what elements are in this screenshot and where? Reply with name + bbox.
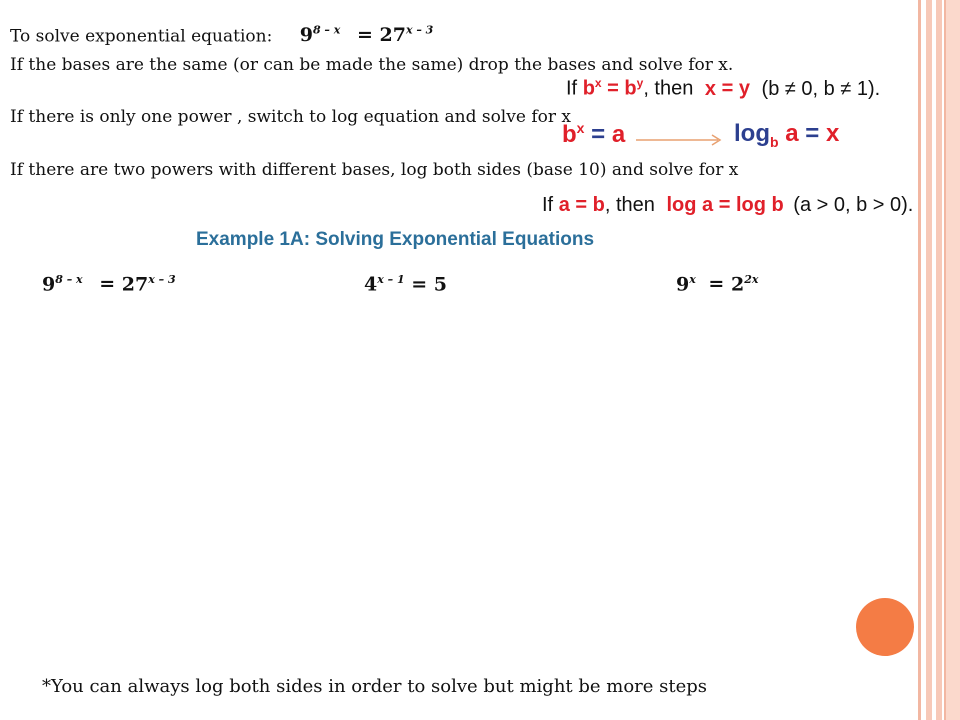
formula-var: b (771, 194, 784, 216)
eq-exponent: 8 – x (55, 273, 83, 286)
rule-one-power: If there is only one power , switch to log equation and solve for x (10, 107, 571, 127)
formula-var: = (805, 120, 820, 147)
formula-equal-bases (566, 76, 880, 101)
formula-var: x (594, 76, 602, 90)
rule-two-powers: If there are two powers with different bases, log both sides (base 10) and solve for x (10, 160, 739, 180)
eq-equals: = (411, 273, 428, 296)
eq-base: 5 (433, 273, 448, 296)
example-equation-2 (364, 273, 447, 295)
formula-var: b (624, 77, 637, 100)
formula-log: log (734, 120, 770, 147)
border-stripe (936, 0, 942, 720)
formula-log: log (735, 194, 766, 216)
formula-text: If (566, 77, 578, 100)
formula-text: , then (643, 77, 694, 100)
formula-log-result (734, 120, 839, 150)
example-equation-3 (676, 273, 758, 295)
eq-base: 2 (730, 273, 745, 296)
border-stripe (946, 0, 960, 720)
formula-var: b (770, 133, 779, 150)
formula-var: x (704, 77, 717, 100)
arrow-icon (636, 132, 726, 148)
intro-line (10, 24, 433, 46)
formula-text: , then (604, 194, 655, 216)
formula-var: = (591, 121, 606, 148)
formula-var: b (592, 194, 605, 216)
example-equation-1 (42, 273, 176, 295)
formula-var: = (575, 194, 588, 216)
formula-text: If (542, 194, 554, 216)
border-stripe (918, 0, 921, 720)
formula-var: x (576, 120, 585, 136)
eq-equals: = (356, 24, 373, 47)
intro-prefix: To solve exponential equation: (10, 26, 273, 47)
formula-var: x (825, 120, 840, 147)
formula-var: a (702, 194, 714, 216)
formula-log: log (666, 194, 697, 216)
eq-exponent: 2x (744, 273, 759, 286)
eq-equals: = (99, 273, 116, 296)
formula-var: = (721, 77, 734, 100)
formula-var: b (582, 77, 595, 100)
formula-var: = (718, 194, 731, 216)
formula-var: y (738, 77, 750, 100)
eq-exponent: x – 1 (377, 273, 405, 286)
eq-base: 9 (299, 24, 313, 47)
border-stripe (926, 0, 932, 720)
eq-base: 27 (121, 273, 149, 296)
eq-exponent: 8 – x (312, 24, 341, 37)
decorative-circle (856, 598, 914, 656)
eq-base: 27 (379, 24, 406, 47)
formula-text: (b ≠ 0, b ≠ 1). (761, 77, 881, 100)
formula-var: = (607, 77, 619, 100)
formula-log-conversion (562, 120, 625, 149)
formula-var: a (558, 194, 570, 216)
intro-equation (300, 24, 434, 46)
eq-base: 4 (364, 273, 378, 296)
formula-log-both-sides (542, 194, 913, 217)
footer-note: *You can always log both sides in order to solve but might be more steps (42, 676, 708, 697)
eq-base: 9 (676, 273, 690, 296)
rule-same-bases: If the bases are the same (or can be made the same) drop the bases and solve for x. (10, 55, 734, 75)
formula-var: b (562, 121, 577, 148)
eq-base: 9 (42, 273, 56, 296)
formula-var: a (611, 121, 626, 148)
example-title: Example 1A: Solving Exponential Equations (196, 229, 595, 250)
eq-equals: = (708, 273, 725, 296)
eq-exponent: x – 3 (405, 24, 434, 37)
formula-var: a (785, 120, 799, 147)
formula-var: y (636, 76, 644, 90)
eq-exponent: x (689, 273, 696, 286)
formula-text: (a > 0, b > 0). (793, 194, 914, 216)
eq-exponent: x – 3 (148, 273, 176, 286)
